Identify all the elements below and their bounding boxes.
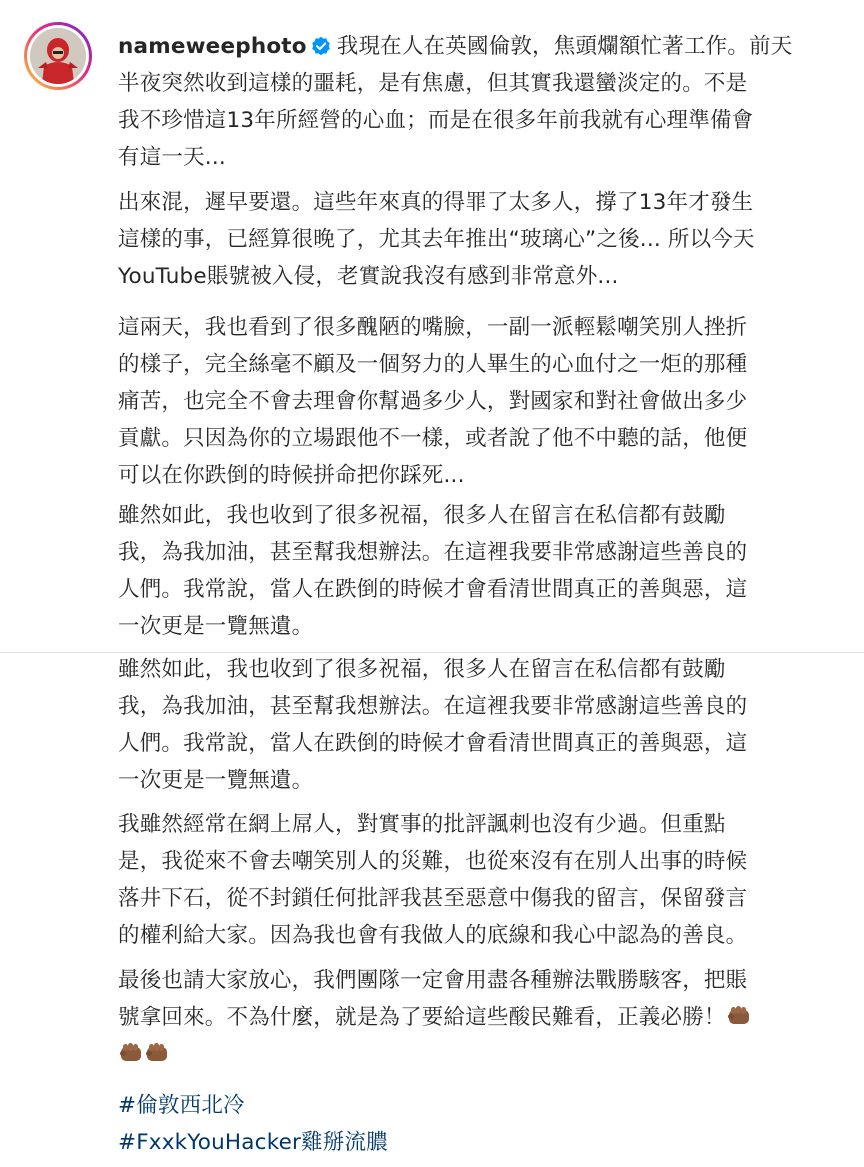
caption-line: 一次更是一覽無遺。 (118, 614, 314, 639)
caption-line: YouTube賬號被入侵，老實說我沒有感到非常意外... (118, 264, 619, 289)
caption-line: 貢獻。只因為你的立場跟他不一樣，或者說了他不中聽的話，他便 (118, 426, 748, 451)
caption-text-part-1 (118, 28, 828, 176)
caption-line: 雖然如此，我也收到了很多祝福，很多人在留言在私信都有鼓勵 (118, 503, 726, 528)
username-link[interactable]: nameweephoto (118, 34, 307, 59)
caption-paragraph-3 (118, 309, 828, 494)
caption-paragraph-4 (118, 497, 828, 645)
caption-line (118, 1036, 828, 1073)
caption-line: 人們。我常說，當人在跌倒的時候才會看清世間真正的善與惡，這 (118, 731, 748, 756)
caption-line: 痛苦，也完全不會去理會你幫過多少人，對國家和對社會做出多少 (118, 389, 748, 414)
caption-paragraph-5 (118, 806, 828, 954)
raised-fist-emoji (726, 1003, 752, 1040)
caption-line: 的樣子，完全絲毫不顧及一個努力的人畢生的心血付之一炬的那種 (118, 352, 748, 377)
hashtag-link[interactable]: #倫敦西北冷 (118, 1093, 245, 1118)
caption-line: 人們。我常說，當人在跌倒的時候才會看清世間真正的善與惡，這 (118, 577, 748, 602)
caption-line: 我雖然經常在網上屌人，對實事的批評諷刺也沒有少過。但重點 (118, 812, 726, 837)
caption-paragraph-2 (118, 184, 828, 295)
caption-line (118, 28, 828, 65)
caption-line: 這兩天，我也看到了很多醜陋的嘴臉，一副一派輕鬆嘲笑別人挫折 (118, 315, 748, 340)
hashtag-link[interactable]: #FxxkYouHacker雞掰流膿 (118, 1130, 388, 1155)
caption-line: 雖然如此，我也收到了很多祝福，很多人在留言在私信都有鼓勵 (118, 657, 726, 682)
caption-line-text: 我現在人在英國倫敦，焦頭爛額忙著工作。前天 (336, 34, 793, 59)
avatar-person-icon (30, 28, 86, 84)
hashtags (118, 1087, 828, 1161)
caption-line: 落井下石，從不封鎖任何批評我甚至惡意中傷我的留言，保留發言 (118, 886, 748, 911)
raised-fist-emoji (144, 1040, 170, 1077)
caption-line: 這樣的事，已經算很晚了，尤其去年推出“玻璃心”之後... 所以今天 (118, 227, 755, 252)
verified-badge-icon (311, 31, 331, 68)
avatar-ring (27, 25, 89, 87)
caption-line: 半夜突然收到這樣的噩耗，是有焦慮，但其實我還蠻淡定的。不是 (118, 71, 748, 96)
caption-paragraph-6 (118, 962, 828, 1073)
caption-line: 有這一天... (118, 145, 226, 170)
caption-line (118, 999, 828, 1036)
caption-line: 我，為我加油，甚至幫我想辦法。在這裡我要非常感謝這些善良的 (118, 540, 748, 565)
caption-line: 的權利給大家。因為我也會有我做人的底線和我心中認為的善良。 (118, 923, 748, 948)
profile-avatar[interactable] (24, 22, 92, 90)
caption-line: 出來混，遲早要還。這些年來真的得罪了太多人，撐了13年才發生 (118, 190, 754, 215)
caption-line: 可以在你跌倒的時候拼命把你踩死... (118, 463, 465, 488)
caption-paragraph-4-repeat (118, 651, 828, 799)
caption-line: 我不珍惜這13年所經營的心血；而是在很多年前我就有心理準備會 (118, 108, 754, 133)
caption-line: 我，為我加油，甚至幫我想辦法。在這裡我要非常感謝這些善良的 (118, 694, 748, 719)
caption-line-text: 號拿回來。不為什麼，就是為了要給這些酸民難看，正義必勝！ (118, 1005, 726, 1030)
avatar-photo (30, 28, 86, 84)
caption-line: 最後也請大家放心，我們團隊一定會用盡各種辦法戰勝駭客，把賬 (118, 968, 748, 993)
caption-line: 是，我從來不會去嘲笑別人的災難，也從來沒有在別人出事的時候 (118, 849, 748, 874)
raised-fist-emoji (118, 1040, 144, 1077)
caption-line: 一次更是一覽無遺。 (118, 768, 314, 793)
